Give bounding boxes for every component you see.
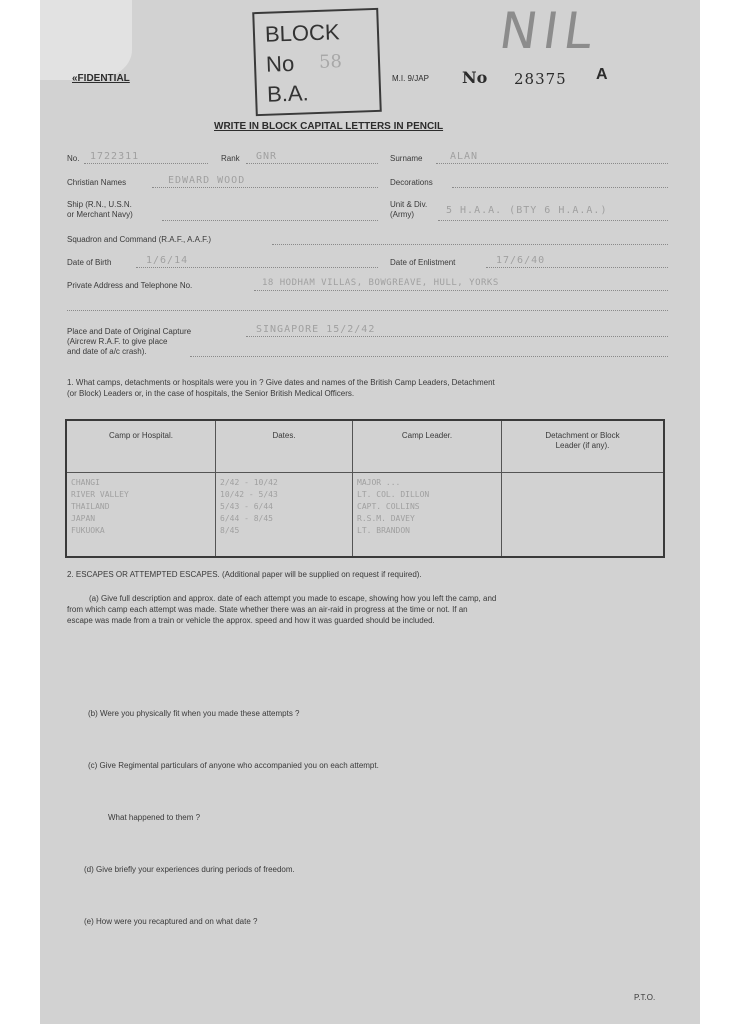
question-2a-line-1: (a) Give full description and approx. date of each attempt you made to escape, showing how you left the camp, and: [89, 594, 497, 603]
table-header-row: [66, 420, 664, 473]
enlistment-label: Date of Enlistment: [390, 258, 456, 267]
capture-label-line-2: (Aircrew R.A.F. to give place: [67, 337, 168, 346]
header-camp: Camp or Hospital.: [66, 420, 216, 473]
rank-value: GNR: [256, 151, 278, 162]
no-value: 1722311: [90, 151, 140, 162]
unit-label-line-1: Unit & Div.: [390, 200, 428, 209]
unit-label: [390, 200, 427, 220]
block-stamp: [252, 8, 382, 116]
cell-camp-leaders: MAJOR ... LT. COL. DILLON CAPT. COLLINS R.S.M. DAVEY LT. BRANDON: [353, 473, 502, 558]
no-line: [84, 163, 208, 164]
header-detachment-leader: Detachment or Block Leader (if any).: [502, 420, 665, 473]
confidential-label: «FIDENTIAL: [72, 73, 130, 84]
unit-value: 5 H.A.A. (BTY 6 H.A.A.): [446, 205, 608, 216]
christian-names-line: [152, 187, 378, 188]
question-2b: (b) Were you physically fit when you made these attempts ?: [88, 709, 300, 718]
capture-label-line-1: Place and Date of Original Capture: [67, 327, 192, 336]
question-2a: [67, 593, 496, 626]
address-label: Private Address and Telephone No.: [67, 281, 193, 290]
form-number: 28375: [514, 70, 567, 88]
table-row: [66, 473, 664, 558]
question-2c: (c) Give Regimental particulars of anyone who accompanied you on each attempt.: [88, 761, 379, 770]
form-code: M.I. 9/JAP: [392, 74, 429, 83]
stamp-line-2: No: [265, 50, 295, 77]
address-line-1: [254, 290, 668, 291]
decorations-label: Decorations: [390, 178, 433, 187]
cell-dates: 2/42 - 10/42 10/42 - 5/43 5/43 - 6/44 6/44 - 8/45 8/45: [216, 473, 353, 558]
capture-label: [67, 327, 191, 357]
enlistment-value: 17/6/40: [496, 255, 546, 266]
question-2e: (e) How were you recaptured and on what date ?: [84, 917, 258, 926]
stamp-line-1: BLOCK: [264, 19, 340, 47]
capture-value: SINGAPORE 15/2/42: [256, 324, 376, 335]
decorations-line: [452, 187, 668, 188]
question-1-line-2: (or Block) Leaders or, in the case of hospitals, the Senior British Medical Officers.: [67, 389, 355, 398]
surname-value: ALAN: [450, 151, 479, 162]
ship-label-line-2: or Merchant Navy): [67, 210, 133, 219]
question-2c-followup: What happened to them ?: [108, 813, 201, 822]
question-2d: (d) Give briefly your experiences during periods of freedom.: [84, 865, 295, 874]
christian-names-label: Christian Names: [67, 178, 127, 187]
cell-camps: CHANGI RIVER VALLEY THAILAND JAPAN FUKUOKA: [66, 473, 216, 558]
torn-corner: [40, 0, 132, 80]
enlistment-line: [486, 267, 668, 268]
pto-label: P.T.O.: [634, 993, 656, 1002]
unit-line: [438, 220, 668, 221]
address-value: 18 HODHAM VILLAS, BOWGREAVE, HULL, YORKS: [262, 278, 499, 288]
question-2-title: 2. ESCAPES OR ATTEMPTED ESCAPES. (Additional paper will be supplied on request if required).: [67, 570, 422, 579]
christian-names-value: EDWARD WOOD: [168, 175, 246, 186]
dob-line: [136, 267, 378, 268]
no-label: No.: [67, 154, 80, 163]
rank-line: [246, 163, 378, 164]
stamp-line-3: B.A.: [266, 80, 310, 107]
ship-label: [67, 200, 133, 220]
question-2a-line-2: from which camp each attempt was made. State whether there was an air-raid in progress at the time or not. If an: [67, 605, 468, 614]
camps-table: [65, 419, 665, 558]
dob-value: 1/6/14: [146, 255, 189, 266]
capture-line-1: [246, 336, 668, 337]
ship-line: [162, 220, 378, 221]
squadron-line: [272, 244, 668, 245]
question-2a-line-3: escape was made from a train or vehicle the approx. speed and how it was guarded should be included.: [67, 616, 435, 625]
header-camp-leader: Camp Leader.: [353, 420, 502, 473]
question-1: [67, 377, 495, 399]
surname-label: Surname: [390, 154, 423, 163]
cell-detachment-leaders: [502, 473, 665, 558]
surname-line: [436, 163, 668, 164]
squadron-label: Squadron and Command (R.A.F., A.A.F.): [67, 235, 212, 244]
address-line-2: [67, 310, 668, 311]
handwritten-nil: NIL: [495, 2, 603, 60]
header-dates: Dates.: [216, 420, 353, 473]
number-label: No: [462, 68, 488, 87]
instruction-heading: WRITE IN BLOCK CAPITAL LETTERS IN PENCIL: [214, 121, 444, 132]
rank-label: Rank: [221, 154, 240, 163]
form-suffix: A: [596, 66, 608, 83]
capture-label-line-3: and date of a/c crash).: [67, 347, 147, 356]
ship-label-line-1: Ship (R.N., U.S.N.: [67, 200, 132, 209]
dob-label: Date of Birth: [67, 258, 112, 267]
unit-label-line-2: (Army): [390, 210, 414, 219]
question-1-line-1: 1. What camps, detachments or hospitals were you in ? Give dates and names of the British Camp Leaders, Detachment: [67, 378, 495, 387]
capture-line-2: [190, 356, 668, 357]
stamp-number: 58: [318, 51, 343, 73]
